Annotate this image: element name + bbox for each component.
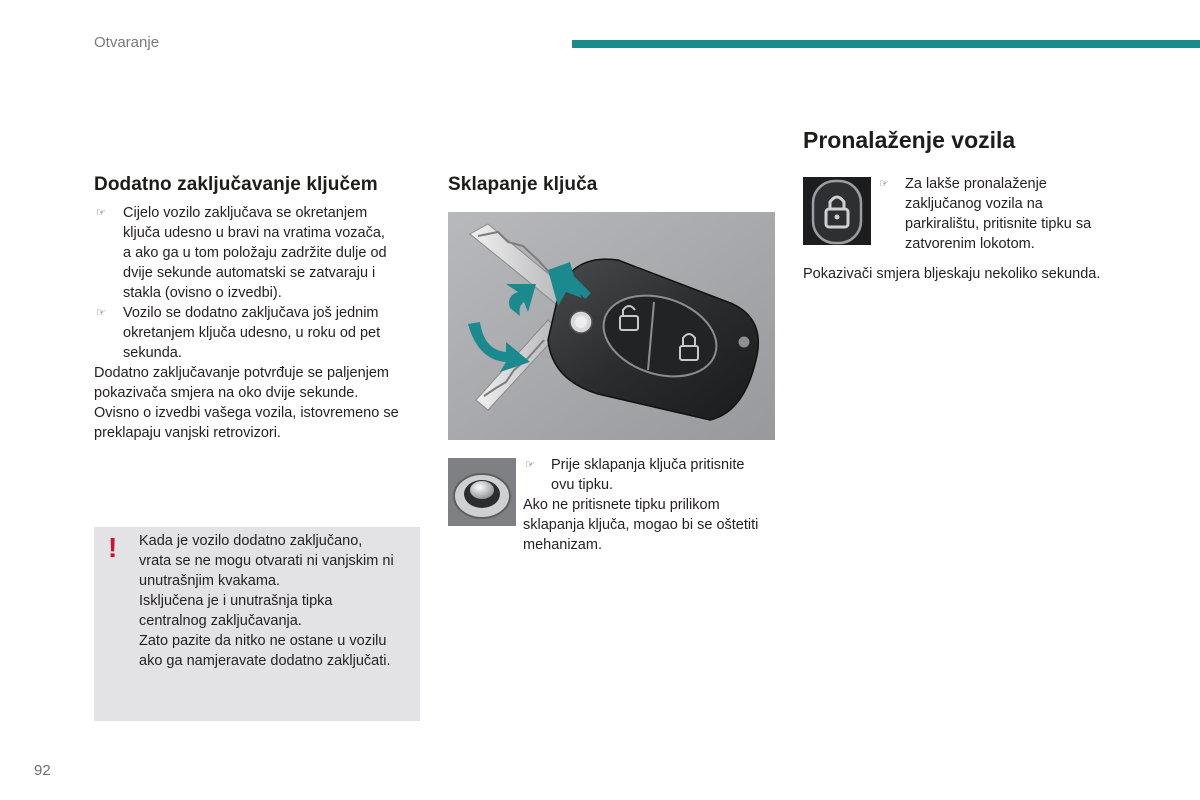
text-line: Zato pazite da nitko ne ostane u vozilu bbox=[139, 633, 387, 649]
deadlocking-body bbox=[94, 203, 424, 443]
text-line: zaključanog vozila na bbox=[905, 196, 1043, 212]
folding-key-image bbox=[448, 212, 775, 440]
heading-locating-vehicle: Pronalaženje vozila bbox=[803, 127, 1016, 153]
text-line: Dodatno zaključavanje potvrđuje se paljenjem bbox=[94, 365, 390, 381]
bullet-item bbox=[877, 174, 1157, 254]
bullet-item bbox=[523, 455, 783, 495]
text-line: Kada je vozilo dodatno zaključano, bbox=[139, 533, 363, 549]
heading-folding-key: Sklapanje ključa bbox=[448, 174, 598, 195]
warning-text bbox=[139, 531, 419, 671]
text-line: ako ga namjeravate dodatno zaključati. bbox=[139, 653, 391, 669]
key-folding-illustration bbox=[448, 212, 775, 440]
text-line: preklapaju vanjski retrovizori. bbox=[94, 425, 281, 441]
exclamation-icon: ! bbox=[108, 532, 118, 563]
text-line: Za lakše pronalaženje bbox=[905, 176, 1047, 192]
text-line: Prije sklapanja ključa pritisnite bbox=[551, 457, 745, 473]
text-line: mehanizam. bbox=[523, 537, 602, 553]
text-line: stakla (ovisno o izvedbi). bbox=[123, 285, 282, 301]
folding-key-text bbox=[523, 455, 783, 555]
text-line: Ovisno o izvedbi vašega vozila, istovremeno se bbox=[94, 405, 399, 421]
text-line: okretanjem ključa udesno, u roku od pet bbox=[123, 325, 381, 341]
text-line: a ako ga u tom položaju zadržite dulje od bbox=[123, 245, 387, 261]
text-line: centralnog zaključavanja. bbox=[139, 613, 302, 629]
text-line: sklapanja ključa, mogao bi se oštetiti bbox=[523, 517, 759, 533]
pointing-hand-icon: ☞ bbox=[525, 459, 535, 471]
pointing-hand-icon: ☞ bbox=[96, 307, 106, 319]
release-button-thumbnail bbox=[448, 458, 516, 526]
text-line: pokazivača smjera na oko dvije sekunde. bbox=[94, 385, 359, 401]
release-button-image bbox=[448, 458, 516, 526]
text-line: Vozilo se dodatno zaključava još jednim bbox=[123, 305, 379, 321]
text-line: Ako ne pritisnete tipku prilikom bbox=[523, 497, 720, 513]
section-label: Otvaranje bbox=[94, 34, 160, 51]
text-line: zatvorenim lokotom. bbox=[905, 236, 1035, 252]
lock-button-thumbnail bbox=[803, 177, 871, 245]
text-line: vrata se ne mogu otvarati ni vanjskim ni bbox=[139, 553, 394, 569]
header-accent-bar bbox=[572, 40, 1200, 48]
text-line: sekunda. bbox=[123, 345, 182, 361]
text-line: dvije sekunde automatski se zatvaraju i bbox=[123, 265, 376, 281]
text-line: ovu tipku. bbox=[551, 477, 614, 493]
locating-vehicle-bullet bbox=[877, 174, 1157, 254]
text-line: Cijelo vozilo zaključava se okretanjem bbox=[123, 205, 368, 221]
text-line: ključa udesno u bravi na vratima vozača, bbox=[123, 225, 385, 241]
paragraph bbox=[523, 495, 783, 555]
paragraph bbox=[94, 363, 424, 443]
closed-padlock-button-image bbox=[803, 177, 871, 245]
pointing-hand-icon: ☞ bbox=[879, 178, 889, 190]
locating-vehicle-paragraph: Pokazivači smjera bljeskaju nekoliko sekunda. bbox=[803, 266, 1101, 282]
heading-deadlocking: Dodatno zaključavanje ključem bbox=[94, 174, 378, 195]
text-line: Isključena je i unutrašnja tipka bbox=[139, 593, 333, 609]
pointing-hand-icon: ☞ bbox=[96, 207, 106, 219]
page-number: 92 bbox=[34, 762, 51, 779]
text-line: unutrašnjim kvakama. bbox=[139, 573, 281, 589]
bullet-item bbox=[94, 303, 424, 363]
bullet-item bbox=[94, 203, 424, 303]
text-line: parkiralištu, pritisnite tipku sa bbox=[905, 216, 1092, 232]
